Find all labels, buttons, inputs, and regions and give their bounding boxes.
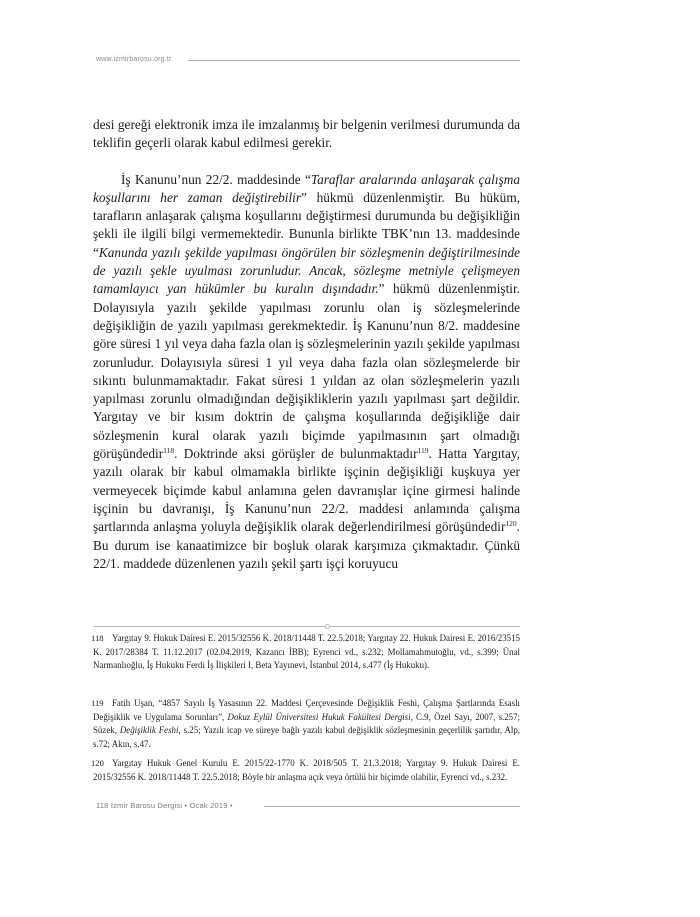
footer-rule: [264, 806, 520, 807]
footnote-number: 118: [91, 633, 104, 643]
paragraph-2-text-1: İş Kanunu’nun 22/2. maddesinde “: [121, 171, 311, 187]
footnote-118: [93, 632, 520, 673]
page-footer: [96, 801, 520, 813]
paragraph-1: desi gereği elektronik imza ile imzalanmış bir belgenin verilmesi durumunda da teklifin geçerli olarak kabul edilmesi gerekir.: [93, 117, 520, 151]
footnote-number: 120: [91, 758, 104, 768]
header-rule: [188, 60, 520, 61]
paragraph-2-text-3: ” hükmü düzenlenmiştir. Dolayısıyla yazılı şekilde yapılması zorunlu olan iş sözleşmelerinde değişikliğin de yazılı yapılması gerekmektedir. İş Kanunu’nun 8/2. maddesine göre süresi 1 yıl veya daha fazla olan iş sözleşmelerinin yazılı şekilde yapılması zorunludur. Dolayısıyla süresi 1 yıl veya daha fazla olan sözleşmelerde bir sıkıntı bulunmamaktadır. Fakat süresi 1 yıldan az olan sözleşmelerin yazılı yapılması zorunlu olmadığından değişikliklerin yazılı yapılması şart değildir. Yargıtay ve bir kısım doktrin de çalışma koşullarında değişikliğe dair sözleşmenin kural olarak yazılı biçimde yapılmasının şart olmadığı görüşündedir: [93, 281, 520, 462]
footnote-text-part: Fatih Uşan, “4857 Sayılı İş Yasasının 22. Maddesi Çerçevesinde Değişiklik Feshi, Çalışma Şartlarında Esaslı Değişiklik ve Uygulama Sorunları”,: [93, 698, 520, 722]
footnote-ref-120[interactable]: 120: [505, 519, 517, 529]
footnote-ref-118[interactable]: 118: [163, 446, 175, 456]
footnote-separator-line: [93, 626, 520, 627]
footnote-text: Yargıtay 9. Hukuk Dairesi E. 2015/32556 K. 2018/11448 T. 22.5.2018; Yargıtay 22. Hukuk Dairesi E. 2016/23515 K. 2017/28384 T. 11.12.2017 (02.04.2019, Kazancı İBB); Eyrenci vd., s.232; Mollamahmutoğlu, vd., s.399; Ünal Narmanlıoğlu, İş Hukuku Ferdi İş İlişkileri I, Beta Yayınevi, İstanbul 2014, s.477 (İş Hukuku).: [93, 633, 520, 671]
page-header: [96, 55, 520, 67]
footnote-separator: [93, 624, 520, 628]
paragraph-2-text-4: . Doktrinde aksi görüşler de bulunmaktadır: [174, 446, 418, 462]
work-title: Değişiklik Feshi: [119, 725, 179, 736]
footnote-text: Yargıtay Hukuk Genel Kurulu E. 2015/22-1770 K. 2018/505 T. 21.3.2018; Yargıtay 9. Hukuk Dairesi E. 2015/32556 K. 2018/11448 T. 22.5.2018; Böyle bir anlaşma açık veya örtülü bir biçimde olabilir, Eyrenci vd., s.232.: [93, 758, 520, 782]
footnote-ref-119[interactable]: 119: [417, 446, 429, 456]
paragraph-2-text-6: . Bu durum ise kanaatimizce bir boşluk olarak karşımıza çıkmaktadır. Çünkü 22/1. maddede düzenlenen yazılı şekil şartı işçi koruyucu: [93, 519, 520, 571]
footnote-120: [93, 757, 520, 784]
paragraph-2-text-2: ” hükmü düzenlenmiştir. Bu hüküm, tarafların anlaşarak çalışma koşullarını değiştirmesi durumunda bu değişikliğin şekli ile ilgili bilgi vermemektedir. Bununla birlikte TBK’nın 13. maddesinde “: [93, 189, 520, 260]
footnote-119: [93, 697, 520, 751]
quote-tbk-13: Kanunda yazılı şekilde yapılması öngörülen bir sözleşmenin değiştirilmesinde de yazılı şekle uyulması zorunludur. Ancak, sözleşme metniyle çelişmeyen tamamlayıcı yan hükümler bu kuralın dışındadır.: [93, 244, 520, 297]
footer-text: 118 İzmir Barosu Dergisi • Ocak 2019 •: [96, 801, 233, 810]
footnote-text: [93, 697, 520, 751]
paragraph-2-text-5: . Hatta Yargıtay, yazılı olarak bir kabul olmamakla birlikte işçinin değişikliği kuşkuya yer vermeyecek biçimde kabul anlamına gelen davranışlar içine girmesi halinde işçinin bu davranışı, İş Kanunu’nun 22/2. maddesi anlamında çalışma şartlarında anlaşma yoluyla değişiklik olarak değerlendirilmesi görüşündedir: [93, 446, 521, 535]
footnote-text-part: , s.25; Yazılı icap ve süreye bağlı yazılı kabul değişiklik sözleşmesinin geçerlilik şartıdır, Alp, s.72; Akın, s.47.: [93, 725, 520, 749]
journal-title: Dokuz Eylül Üniversitesi Hukuk Fakültesi Dergisi: [227, 711, 411, 722]
paragraph-2: [93, 171, 520, 574]
footnote-number: 119: [91, 698, 104, 708]
footnote-separator-ornament: [325, 624, 330, 629]
quote-labor-law-22-2: Taraflar aralarında anlaşarak çalışma koşullarını her zaman değiştirebilir: [93, 171, 521, 205]
footnote-text-part: , C.9, Özel Sayı, 2007, s.257; Süzek,: [93, 711, 521, 736]
body-text: [93, 116, 520, 573]
header-url: www.izmirbarosu.org.tr: [96, 56, 172, 63]
